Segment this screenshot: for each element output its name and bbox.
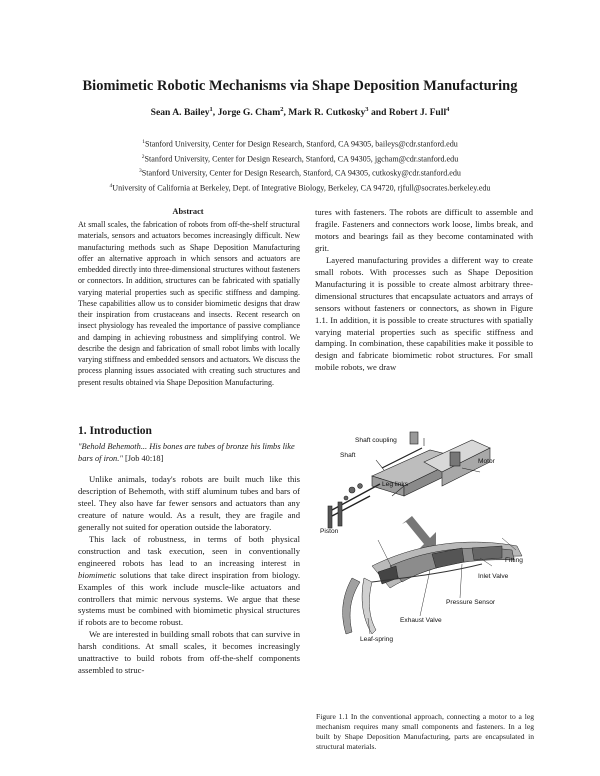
- affiliation: $^1$Stanford University, Center for Design Research, Stanford, CA 94305, baileys@cdr.stanford.edu: [142, 139, 458, 149]
- paragraph: Layered manufacturing provides a different way to create small robots. With processes such as Shape Deposition Manufacturing it is possible to create almost arbitrary three-dimensional structures that encapsulate actuators and arrays of sensors without fasteners or connectors, as shown in Figure 1.1. In addition, it is possible to create structures with spatially varying material properties such as specific stiffness and damping. In combination, these capabilities make it possible to design and fabricate biomimetic robot structures. For small mobile robots, we draw: [315, 254, 533, 373]
- abstract-body: At small scales, the fabrication of robots from off-the-shelf structural materials, sensors and actuators becomes increasingly difficult. New manufacturing methods such as Shape Deposition Manufacturing offer an alternative approach in which sensors and actuators are embedded directly into three-dimensional structures without fasteners or connectors. In addition, structures can be fabricated with spatially varying material properties such as specific stiffness and damping. These capabilities allow us to consider biomimetic designs that draw their inspiration from crustaceans and insects. Recent research on insect physiology has revealed the importance of passive compliance and damping in achieving robustness and simplifying control. We describe the design and fabrication of small robot limbs with locally varying stiffness and embedded sensors and actuators. We discuss the process planning issues associated with creating such structures and present results obtained via Shape Deposition Manufacturing.: [78, 220, 300, 387]
- label-piston: Piston: [320, 528, 339, 535]
- author: Robert J. Full$^4$: [388, 106, 450, 119]
- transition-arrow: [402, 516, 436, 550]
- label-pressure-sensor: Pressure Sensor: [446, 599, 496, 606]
- affiliation: $^4$University of California at Berkeley, Dept. of Integrative Biology, Berkeley, CA 94720, rjfull@socrates.berkeley.edu: [109, 183, 491, 193]
- label-motor: Motor: [478, 458, 495, 465]
- affiliation: $^2$Stanford University, Center for Design Research, Stanford, CA 94305, jgcham@cdr.stanford.edu: [141, 154, 459, 164]
- author: Sean A. Bailey$^1$,: [150, 106, 218, 119]
- label-leg-links: Leg links: [382, 481, 409, 488]
- epigraph: "Behold Behemoth... His bones are tubes of bronze his limbs like bars of iron." [Job 40:18]: [78, 442, 295, 463]
- paragraph: tures with fasteners. The robots are difficult to assemble and fragile. Fasteners and connectors work loose, limbs break, and motors and bearings fail as they become contaminated with grit.: [315, 207, 533, 253]
- abstract-heading: Abstract: [172, 207, 204, 216]
- author: Mark R. Cutkosky$^3$ and: [288, 106, 389, 119]
- intro-body: [78, 474, 300, 677]
- paragraph: Unlike animals, today's robots are built much like this description of Behemoth, with stiff aluminum tubes and bars of steel. They also have far fewer sensors and actuators than any creature of nature would. As a result, they are fragile and generally not suited for operation outside the laboratory.: [78, 474, 300, 532]
- right-column-body: [315, 207, 533, 374]
- paragraph: We are interested in building small robots that can survive in harsh conditions. At small scales, it becomes increasingly unattractive to build robots from off-the-shelf components assembled to struc-: [78, 629, 300, 676]
- section-heading: 1. Introduction: [78, 425, 152, 437]
- affiliation: $^3$Stanford University, Center for Design Research, Stanford, CA 94305, cutkosky@cdr.stanford.edu: [139, 168, 461, 178]
- author: Jorge G. Cham$^2$,: [217, 106, 289, 119]
- label-leaf-spring: Leaf-spring: [360, 636, 393, 643]
- label-shaft-coupling: Shaft coupling: [355, 437, 397, 444]
- label-fitting: Fitting: [505, 557, 523, 564]
- label-exhaust-valve: Exhaust Valve: [400, 617, 442, 624]
- exploded-mechanism: [328, 432, 490, 528]
- paper-title: Biomimetic Robotic Mechanisms via Shape Deposition Manufacturing: [82, 78, 518, 94]
- label-shaft: Shaft: [340, 452, 356, 459]
- paragraph: This lack of robustness, in terms of both physical construction and task execution, seen in conventionally engineered robots has lead to an increasing interest in biomimetic solutions that take direct inspiration from biology. Examples of this work include muscle-like actuators and controllers that mimic nervous systems. We argue that these systems must be combined with biomimetic physical structures if robots are to become robust.: [78, 533, 300, 628]
- figure-caption: Figure 1.1 In the conventional approach, connecting a motor to a leg mechanism requires many small components and fasteners. In a leg built by Shape Deposition Manufacturing, parts are encapsulated in structural materials.: [316, 712, 534, 751]
- label-inlet-valve: Inlet Valve: [478, 573, 509, 580]
- author-list: [0, 106, 600, 118]
